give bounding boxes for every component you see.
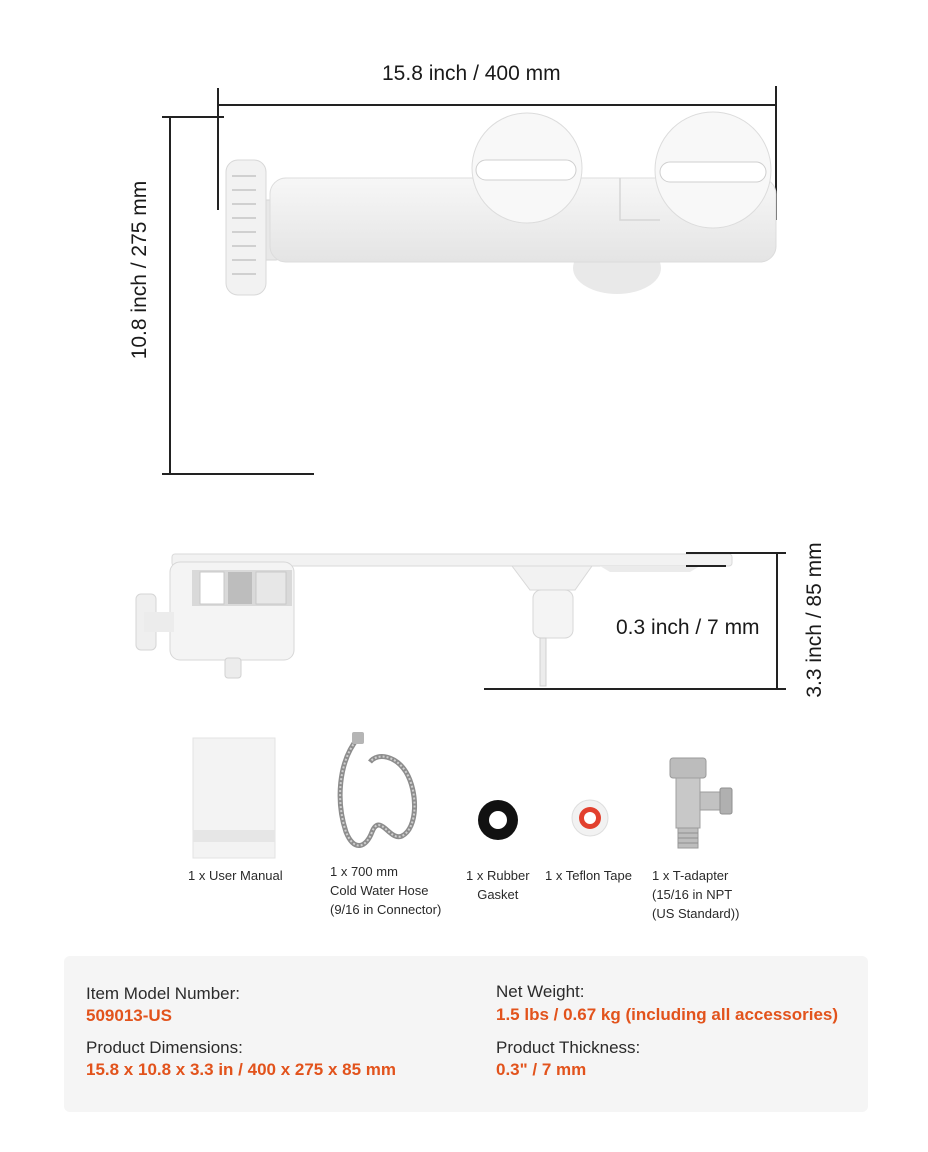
product-dimensions-value: 15.8 x 10.8 x 3.3 in / 400 x 275 x 85 mm — [86, 1060, 397, 1079]
width-label: 15.8 inch / 400 mm — [382, 62, 561, 85]
thickness-label: 0.3 inch / 7 mm — [616, 616, 760, 639]
accessory-text: 1 x Rubber — [466, 868, 530, 883]
net-weight-value: 1.5 lbs / 0.67 kg (including all accessories) — [496, 1005, 839, 1024]
water-hose-icon — [330, 732, 420, 854]
net-weight-label: Net Weight: — [496, 982, 585, 1001]
accessory-text: Gasket — [477, 887, 519, 902]
product-thickness-value: 0.3" / 7 mm — [496, 1060, 587, 1079]
accessory-text: 1 x T-adapter — [652, 868, 729, 883]
product-thickness-label: Product Thickness: — [496, 1038, 641, 1057]
accessory-label-user-manual — [188, 866, 283, 885]
teflon-tape-icon — [570, 798, 610, 838]
accessory-label-teflon-tape — [545, 866, 632, 885]
depth-bottom-line — [484, 688, 786, 690]
accessory-text: (15/16 in NPT — [652, 887, 733, 902]
spec-panel — [64, 956, 868, 1112]
height-label: 10.8 inch / 275 mm — [128, 180, 151, 360]
t-adapter-icon — [662, 756, 742, 852]
depth-label: 3.3 inch / 85 mm — [803, 542, 826, 698]
accessory-text: (9/16 in Connector) — [330, 902, 442, 917]
accessory-text: Cold Water Hose — [330, 883, 429, 898]
accessory-label-rubber-gasket — [466, 866, 530, 904]
rubber-gasket-icon — [476, 798, 520, 842]
accessory-label-water-hose — [330, 862, 441, 919]
thickness-bottom-line — [686, 565, 726, 567]
model-number-value: 509013-US — [86, 1006, 173, 1025]
accessory-label-t-adapter — [652, 866, 739, 923]
product-dimensions-label: Product Dimensions: — [86, 1038, 243, 1057]
accessory-text: 1 x User Manual — [188, 868, 283, 883]
user-manual-icon — [193, 738, 277, 860]
model-number-label: Item Model Number: — [86, 984, 240, 1003]
accessory-text: (US Standard)) — [652, 906, 740, 921]
accessory-text: 1 x 700 mm — [330, 864, 398, 879]
accessory-text: 1 x Teflon Tape — [545, 868, 632, 883]
depth-dimension-line — [776, 553, 778, 688]
thickness-top-line — [686, 552, 786, 554]
